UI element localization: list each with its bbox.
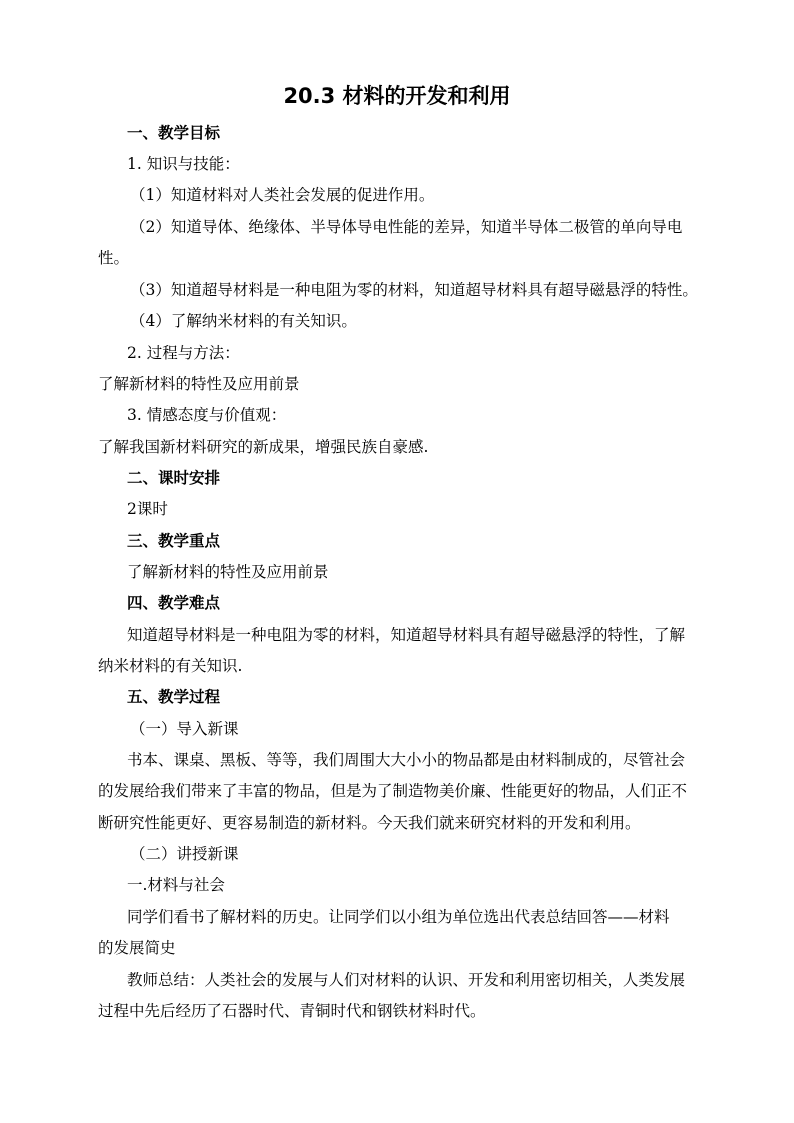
- difficulties-text-line1: 知道超导材料是一种电阻为零的材料，知道超导材料具有超导磁悬浮的特性，了解: [127, 626, 686, 644]
- intro-text-line1: 书本、课桌、黑板、等等，我们周围大大小小的物品都是由材料制成的，尽管社会: [127, 751, 686, 769]
- intro-text-line2: 的发展给我们带来了丰富的物品，但是为了制造物美价廉、性能更好的物品，人们正不: [98, 782, 688, 800]
- section-heading-key-points: 三、教学重点: [127, 532, 221, 550]
- lesson-text2-line2: 过程中先后经历了石器时代、青铜时代和钢铁材料时代。: [98, 1002, 486, 1020]
- difficulties-text-line2: 纳米材料的有关知识.: [98, 657, 243, 675]
- section-heading-teaching-goals: 一、教学目标: [127, 124, 221, 142]
- subsection-knowledge-skills: 1. 知识与技能：: [127, 155, 240, 173]
- goal-item-4: （4）了解纳米材料的有关知识。: [130, 312, 357, 330]
- section-heading-process: 五、教学过程: [127, 688, 221, 706]
- intro-text-line3: 断研究性能更好、更容易制造的新材料。今天我们就来研究材料的开发和利用。: [98, 814, 641, 832]
- schedule-text: 2课时: [127, 500, 168, 518]
- lesson-item-materials-society: 一.材料与社会: [127, 876, 225, 894]
- section-heading-difficulties: 四、教学难点: [127, 594, 221, 612]
- subsection-intro: （一）导入新课: [130, 720, 239, 738]
- subsection-attitude-values: 3. 情感态度与价值观：: [127, 406, 287, 424]
- goal-item-3: （3）知道超导材料是一种电阻为零的材料，知道超导材料具有超导磁悬浮的特性。: [130, 281, 698, 299]
- goal-item-2-line1: （2）知道导体、绝缘体、半导体导电性能的差异，知道半导体二极管的单向导电: [130, 218, 683, 236]
- attitude-values-text: 了解我国新材料研究的新成果，增强民族自豪感.: [98, 438, 429, 456]
- document-title: 20.3 材料的开发和利用: [283, 84, 511, 108]
- subsection-new-lesson: （二）讲授新课: [130, 845, 239, 863]
- key-points-text: 了解新材料的特性及应用前景: [127, 563, 329, 581]
- lesson-text1-line1: 同学们看书了解材料的历史。让同学们以小组为单位选出代表总结回答——材料: [127, 908, 670, 926]
- goal-item-1: （1）知道材料对人类社会发展的促进作用。: [130, 186, 435, 204]
- lesson-text2-line1: 教师总结：人类社会的发展与人们对材料的认识、开发和利用密切相关，人类发展: [127, 971, 686, 989]
- lesson-text1-line2: 的发展简史: [98, 939, 176, 957]
- subsection-process-method: 2. 过程与方法：: [127, 344, 240, 362]
- section-heading-schedule: 二、课时安排: [127, 469, 221, 487]
- process-method-text: 了解新材料的特性及应用前景: [98, 375, 300, 393]
- goal-item-2-line2: 性。: [98, 249, 130, 267]
